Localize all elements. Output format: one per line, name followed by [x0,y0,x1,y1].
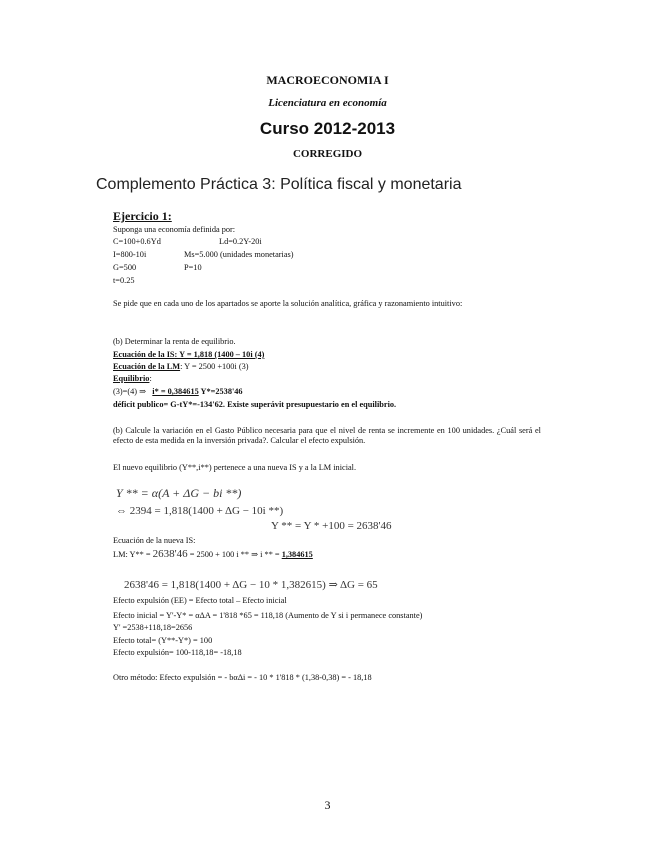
is-equation-label: Ecuación de la IS [113,350,175,359]
equilibrium-label: Equilibrio [113,374,150,383]
lm-equation-value: : Y = 2500 +100i (3) [180,362,249,371]
lm-equation-label: Ecuación de la LM [113,362,181,371]
y-prime-value: Y' =2538+118,18=2656 [113,623,193,632]
crowding-out-definition: Efecto expulsión (EE) = Efecto total – Efecto inicial [113,596,287,605]
equation-tax: t=0.25 [113,276,135,285]
formula-target-income: Y ** = Y * +100 = 2638'46 [271,520,392,532]
equilibrium-solution [113,387,243,397]
equation-prices: P=10 [184,263,202,272]
formula-is-substitution: ⇔ 2394 = 1,818(1400 + ΔG − 10i **) [116,505,284,517]
equation-government: G=500 [113,263,137,272]
equilibrium-colon: : [149,374,152,383]
public-deficit: déficit publico= G-tY*=-134'62. Existe superávit presupuestario en el equilibrio. [113,400,397,409]
page-number: 3 [324,798,331,812]
equation-consumption: C=100+0.6Yd [113,237,161,246]
lm-equation-rest: = 2500 + 100 i ** ⇒ i ** = [189,550,280,559]
course-year: Curso 2012-2013 [259,119,396,138]
formula-delta-g: 2638'46 = 1,818(1400 + ΔG − 10 * 1,382615) ⇒ ΔG = 65 [124,579,378,591]
exercise-title: Ejercicio 1: [113,209,172,223]
question-b1: (b) Determinar la renta de equilibrio. [113,337,236,346]
question-b2: (b) Calcule la variación en el Gasto Público necesaria para que el nivel de renta se incremente en 100 unidades. ¿Cuál será el efecto de esta medida en la inversión privada?. Calcular el efecto expulsión. [113,426,541,445]
solution-income: Y*=2538'46 [198,387,243,396]
new-equilibrium-text: El nuevo equilibrio (Y**,i**) pertenece a una nueva IS y a la LM inicial. [113,463,357,472]
lm-new-interest: 1,384615 [281,550,313,559]
status-label: CORREGIDO [292,148,363,160]
formula-new-income: Y ** = α(A + ΔG − bi **) [116,486,242,500]
crowding-out-value: Efecto expulsión= 100-118,18= -18,18 [113,648,242,657]
page-subtitle: Complemento Práctica 3: Política fiscal y monetaria [96,176,462,193]
degree-title: Licenciatura en economía [268,97,387,109]
equation-investment: I=800-10i [113,250,147,259]
instructions-paragraph: Se pide que en cada uno de los apartados se aporte la solución analítica, gráfica y razonamiento intuitivo: [113,299,463,308]
solution-prefix: (3)=(4) ⇒ [113,387,147,396]
equilibrium-heading [113,374,152,384]
alternative-method: Otro método: Efecto expulsión = - bαΔi = - 10 * 1'818 * (1,38-0,38) = - 18,18 [113,673,372,682]
initial-effect: Efecto inicial = Y'-Y* = αΔA = 1'818 *65 = 118,18 (Aumento de Y si i permanece constante) [113,611,423,620]
lm-prefix: LM: Y** = [113,550,151,559]
total-effect: Efecto total= (Y**-Y*) = 100 [113,636,213,645]
equation-money-demand: Ld=0.2Y-20i [219,237,262,246]
exercise-intro: Suponga una economía definida por: [113,225,236,234]
is-equation-value: : Y = 1,818 (1400 – 10i (4) [174,350,265,359]
new-is-heading: Ecuación de la nueva IS: [113,536,196,545]
course-title: MACROECONOMIA I [266,73,389,87]
lm-new-equilibrium [113,549,313,560]
equation-money-supply: Ms=5.000 (unidades monetarias) [184,250,294,259]
solution-interest: i* = 0,384615 [152,387,199,396]
lm-equation-line [113,362,249,372]
is-equation-line [113,350,264,360]
lm-income-value: 2638'46 [152,548,188,560]
